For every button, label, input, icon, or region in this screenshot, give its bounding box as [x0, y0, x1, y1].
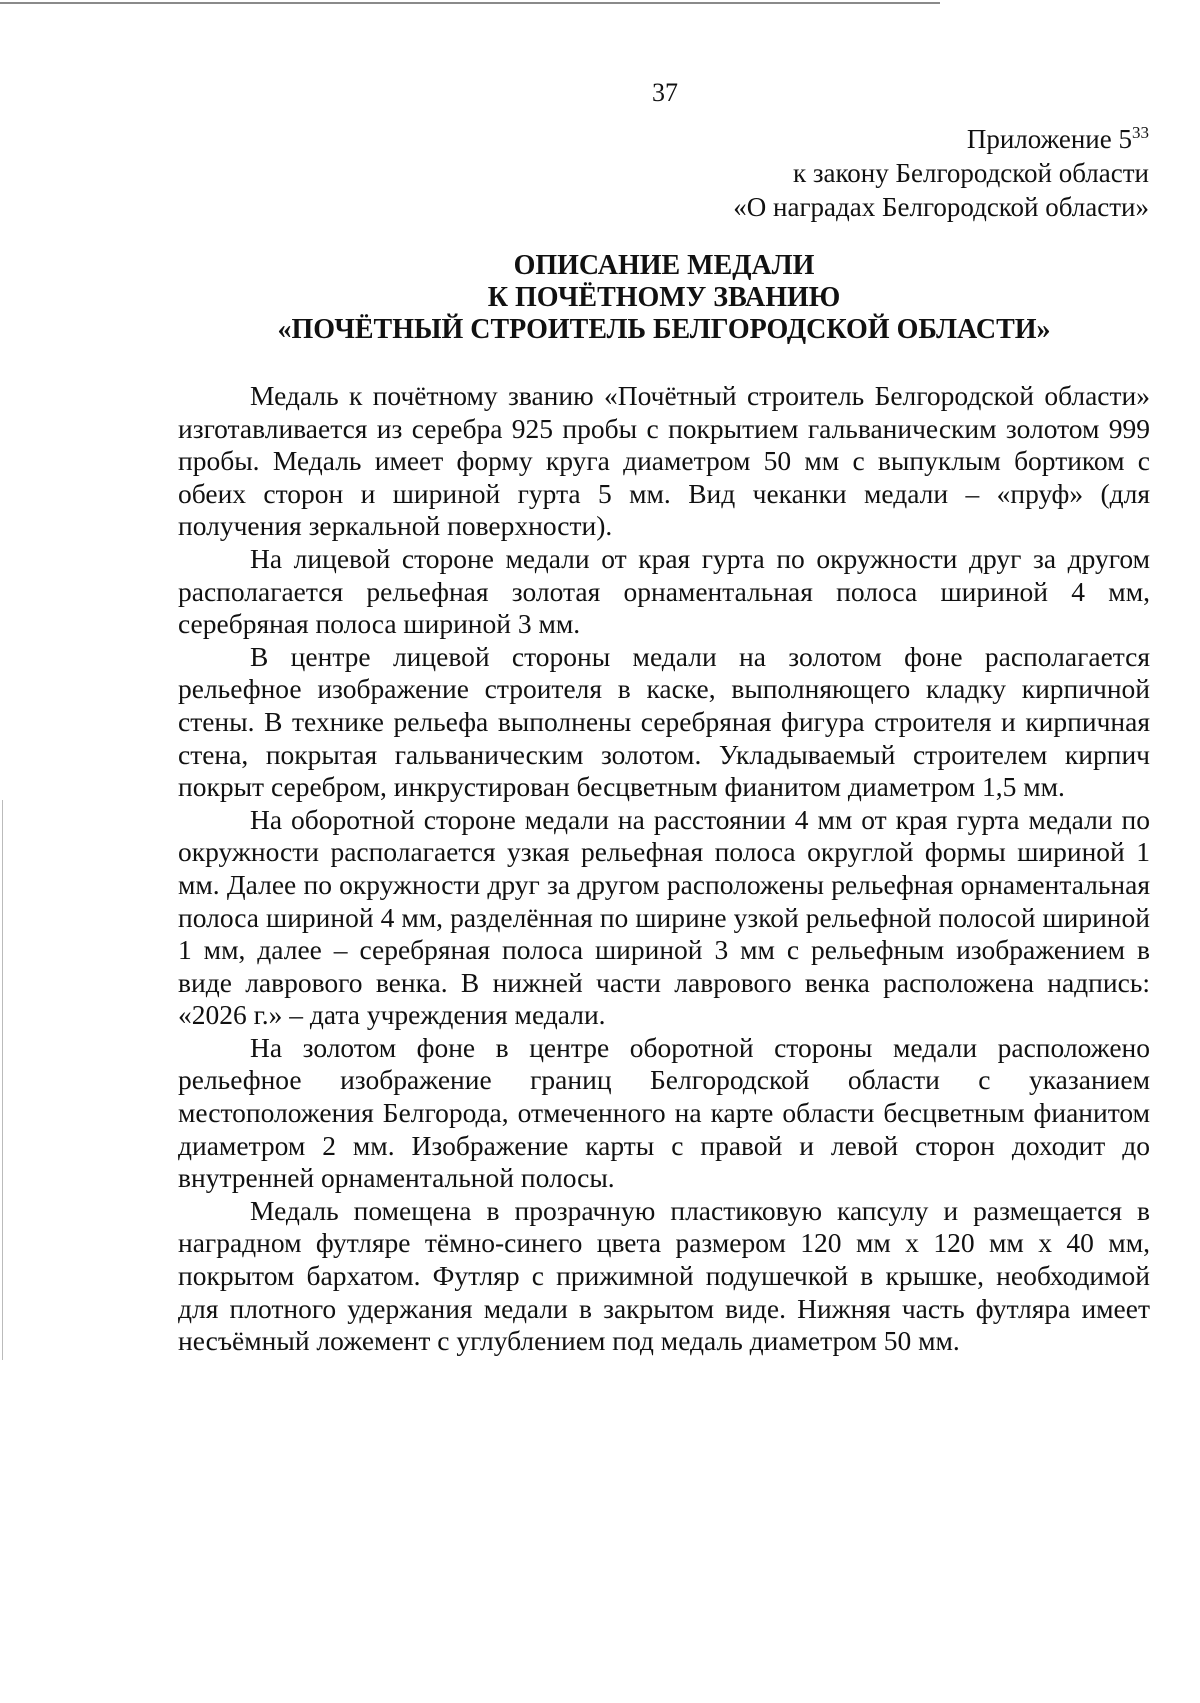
title-line-2: К ПОЧЁТНОМУ ЗВАНИЮ — [487, 282, 841, 313]
document-title — [178, 250, 1150, 346]
appendix-superscript: 33 — [1132, 123, 1149, 142]
paragraph-case: Медаль помещена в прозрачную пластиковую капсулу и размещается в наградном футляре тёмно-синего цвета размером 120 мм х 120 мм х 40 мм, покрытом бархатом. Футляр с прижимной подушечкой в крышке, необходимой для плотного удержания медали в закрытом виде. Нижняя часть футляра имеет несъёмный ложемент с углублением под медаль диаметром 50 мм. — [178, 1194, 1150, 1357]
appendix-law-name: «О наградах Белгородской области» — [733, 192, 1149, 222]
scan-left-edge — [2, 800, 3, 1360]
title-line-1: ОПИСАНИЕ МЕДАЛИ — [513, 250, 815, 281]
paragraph-material: Медаль к почётному званию «Почётный строитель Белгородской области» изготавливается из серебра 925 пробы с покрытием гальваническим золотом 999 пробы. Медаль имеет форму круга диаметром 50 мм с выпуклым бортиком с обеих сторон и шириной гурта 5 мм. Вид чеканки медали – «пруф» (для получения зеркальной поверхности). — [178, 380, 1150, 542]
appendix-label: Приложение 5 — [966, 124, 1132, 154]
appendix-law-line: к закону Белгородской области — [793, 158, 1149, 188]
scan-top-rule — [0, 2, 940, 4]
title-line-3: «ПОЧЁТНЫЙ СТРОИТЕЛЬ БЕЛГОРОДСКОЙ ОБЛАСТИ» — [277, 314, 1051, 345]
appendix-block — [733, 122, 1149, 224]
paragraph-obverse-center: В центре лицевой стороны медали на золотом фоне располагается рельефное изображение строителя в каске, выполняющего кладку кирпичной стены. В технике рельефа выполнены серебряная фигура строителя и кирпичная стена, покрытая гальваническим золотом. Укладываемый строителем кирпич покрыт серебром, инкрустирован бесцветным фианитом диаметром 1,5 мм. — [178, 640, 1150, 803]
appendix-label-line — [733, 122, 1149, 156]
page-number: 37 — [652, 78, 678, 107]
document-body — [178, 380, 1150, 1358]
paragraph-reverse-bands: На оборотной стороне медали на расстоянии 4 мм от края гурта медали по окружности располагается узкая рельефная полоса округлой формы шириной 1 мм. Далее по окружности друг за другом расположены рельефная орнаментальная полоса шириной 4 мм, разделённая по ширине узкой рельефной полосой шириной 1 мм, далее – серебряная полоса шириной 3 мм с рельефным изображением в виде лаврового венка. В нижней части лаврового венка расположена надпись: «2026 г.» – дата учреждения медали. — [178, 803, 1150, 1031]
paragraph-obverse-bands: На лицевой стороне медали от края гурта по окружности друг за другом располагается рельефная золотая орнаментальная полоса шириной 4 мм, серебряная полоса шириной 3 мм. — [178, 542, 1150, 640]
paragraph-reverse-center: На золотом фоне в центре оборотной стороны медали расположено рельефное изображение границ Белгородской области с указанием местоположения Белгорода, отмеченного на карте области бесцветным фианитом диаметром 2 мм. Изображение карты с правой и левой сторон доходит до внутренней орнаментальной полосы. — [178, 1031, 1150, 1194]
